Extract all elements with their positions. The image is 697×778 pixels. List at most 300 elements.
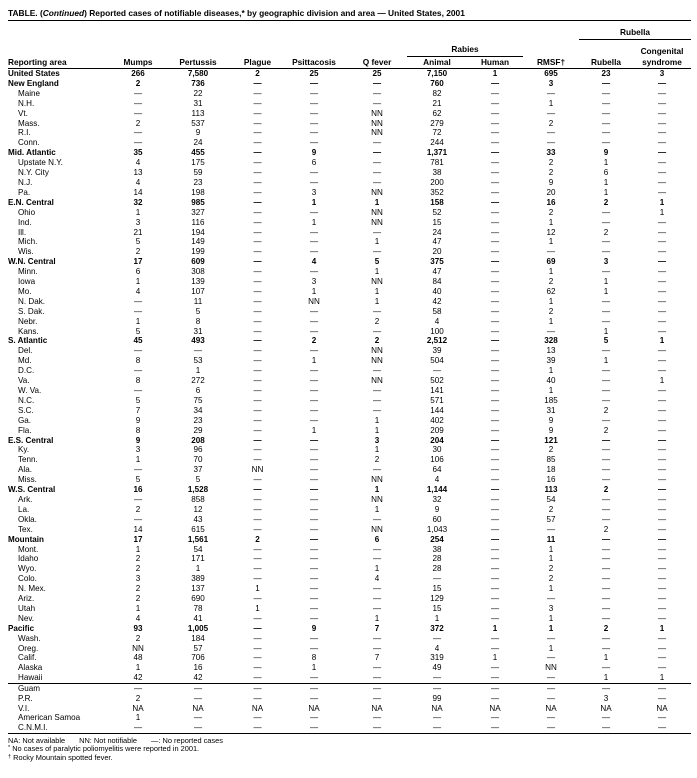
value-cell: 3 bbox=[135, 217, 141, 227]
value-cell: — bbox=[601, 633, 611, 643]
header-mumps: Mumps bbox=[114, 56, 162, 69]
value-cell: 1 bbox=[195, 564, 201, 574]
value-cell: — bbox=[657, 346, 667, 356]
value-cell: — bbox=[372, 306, 382, 316]
value-cell: 113 bbox=[191, 108, 205, 118]
table-row-calif bbox=[8, 653, 691, 663]
value-cell: 1 bbox=[374, 485, 380, 495]
table-title bbox=[8, 7, 691, 20]
value-cell: — bbox=[372, 663, 382, 673]
value-cell: — bbox=[253, 643, 262, 653]
value-cell: 16 bbox=[133, 485, 143, 495]
header-rubella: Rubella bbox=[579, 56, 633, 69]
value-cell: — bbox=[309, 267, 319, 277]
value-cell: 1 bbox=[135, 455, 141, 465]
value-cell: 1 bbox=[374, 445, 380, 455]
value-cell: NA bbox=[600, 703, 612, 713]
value-cell: NA bbox=[308, 703, 320, 713]
reporting-area-cell: Va. bbox=[18, 376, 30, 386]
value-cell: — bbox=[133, 296, 143, 306]
value-cell: — bbox=[309, 613, 319, 623]
value-cell: — bbox=[253, 346, 262, 356]
value-cell: — bbox=[467, 684, 523, 694]
value-cell: NN bbox=[132, 643, 144, 653]
value-cell: 85 bbox=[546, 455, 556, 465]
value-cell: 5 bbox=[135, 395, 141, 405]
value-cell: 31 bbox=[193, 326, 203, 336]
value-cell: — bbox=[253, 108, 262, 118]
value-cell: — bbox=[546, 138, 556, 148]
value-cell: — bbox=[309, 78, 319, 88]
value-cell: 4 bbox=[135, 158, 141, 168]
value-cell: — bbox=[579, 723, 633, 733]
header-rmsf: RMSF† bbox=[523, 56, 579, 69]
value-cell: — bbox=[372, 465, 382, 475]
value-cell: 49 bbox=[432, 663, 442, 673]
value-cell: — bbox=[490, 187, 500, 197]
reporting-area-cell: Mid. Atlantic bbox=[8, 148, 56, 158]
value-cell: — bbox=[601, 584, 611, 594]
reporting-area-cell: Ohio bbox=[18, 207, 36, 217]
value-cell: — bbox=[657, 168, 667, 178]
value-cell: 375 bbox=[430, 257, 444, 267]
value-cell: 1 bbox=[374, 286, 380, 296]
reporting-area-cell: Kans. bbox=[18, 326, 39, 336]
value-cell: — bbox=[253, 247, 262, 257]
value-cell: — bbox=[133, 465, 143, 475]
value-cell: 15 bbox=[432, 217, 442, 227]
reporting-area-cell: Vt. bbox=[18, 108, 28, 118]
value-cell: 1,005 bbox=[187, 623, 209, 633]
value-cell: — bbox=[309, 514, 319, 524]
value-cell: — bbox=[601, 316, 611, 326]
value-cell: — bbox=[253, 485, 262, 495]
value-cell: — bbox=[546, 326, 556, 336]
value-cell: — bbox=[490, 158, 500, 168]
table-row-okla bbox=[8, 515, 691, 525]
value-cell: — bbox=[309, 455, 319, 465]
value-cell: — bbox=[490, 128, 500, 138]
reporting-area-cell: S.C. bbox=[18, 405, 34, 415]
value-cell: 13 bbox=[133, 168, 143, 178]
value-cell: — bbox=[657, 713, 667, 723]
value-cell: — bbox=[253, 653, 262, 663]
header-group-rubella: Rubella bbox=[579, 21, 691, 40]
value-cell: — bbox=[309, 138, 319, 148]
value-cell: 1,528 bbox=[187, 485, 209, 495]
value-cell: — bbox=[309, 128, 319, 138]
value-cell: — bbox=[657, 485, 667, 495]
reporting-area-cell: Md. bbox=[18, 356, 32, 366]
value-cell: 64 bbox=[432, 465, 442, 475]
value-cell: 5 bbox=[603, 336, 609, 346]
value-cell: — bbox=[657, 88, 667, 98]
value-cell: 39 bbox=[432, 346, 442, 356]
value-cell: — bbox=[281, 723, 347, 733]
value-cell: 389 bbox=[191, 574, 205, 584]
value-cell: 2 bbox=[135, 594, 141, 604]
value-cell: — bbox=[633, 684, 691, 694]
value-cell: 2 bbox=[374, 336, 380, 346]
reporting-area-cell: E.N. Central bbox=[8, 197, 54, 207]
value-cell: — bbox=[490, 168, 500, 178]
reporting-area-cell: Ill. bbox=[18, 227, 27, 237]
value-cell: — bbox=[490, 88, 500, 98]
value-cell: — bbox=[657, 594, 667, 604]
value-cell: — bbox=[657, 524, 667, 534]
value-cell: — bbox=[309, 673, 319, 683]
value-cell: — bbox=[601, 445, 611, 455]
value-cell: — bbox=[372, 98, 382, 108]
footnote-star: No cases of paralytic poliomyelitis were reported in 2001. bbox=[12, 744, 200, 754]
reporting-area-cell: Del. bbox=[18, 346, 33, 356]
value-cell: 1 bbox=[311, 197, 317, 207]
value-cell: 28 bbox=[432, 564, 442, 574]
footnote-dagger-mark: † bbox=[8, 753, 12, 760]
value-cell: 1 bbox=[195, 366, 201, 376]
reporting-area-cell: Mo. bbox=[18, 286, 32, 296]
value-cell: — bbox=[309, 574, 319, 584]
value-cell: — bbox=[309, 405, 319, 415]
value-cell: 319 bbox=[430, 653, 444, 663]
value-cell: 200 bbox=[430, 177, 444, 187]
value-cell: — bbox=[253, 504, 262, 514]
value-cell: — bbox=[253, 197, 262, 207]
value-cell: 736 bbox=[191, 78, 205, 88]
table-row-ill bbox=[8, 228, 691, 238]
reporting-area-cell: Ala. bbox=[18, 465, 32, 475]
value-cell: — bbox=[490, 435, 500, 445]
value-cell: — bbox=[234, 723, 281, 733]
value-cell: 1 bbox=[548, 267, 554, 277]
value-cell: — bbox=[372, 633, 382, 643]
value-cell: — bbox=[309, 247, 319, 257]
value-cell: — bbox=[657, 128, 667, 138]
value-cell: 78 bbox=[193, 603, 203, 613]
value-cell: 1 bbox=[548, 237, 554, 247]
value-cell: 37 bbox=[193, 465, 203, 475]
value-cell: — bbox=[162, 684, 234, 694]
value-cell: 1,043 bbox=[426, 524, 448, 534]
value-cell: — bbox=[309, 603, 319, 613]
value-cell: — bbox=[490, 465, 500, 475]
reporting-area-cell: C.N.M.I. bbox=[8, 723, 114, 733]
value-cell: — bbox=[601, 237, 611, 247]
value-cell: 2 bbox=[603, 405, 609, 415]
value-cell: 72 bbox=[432, 128, 442, 138]
value-cell: — bbox=[601, 643, 611, 653]
value-cell: 1 bbox=[492, 623, 498, 633]
header-rabies-animal: Animal bbox=[407, 56, 467, 69]
table-row-tenn bbox=[8, 455, 691, 465]
value-cell: — bbox=[253, 415, 262, 425]
value-cell: 9 bbox=[311, 623, 317, 633]
value-cell: — bbox=[657, 277, 667, 287]
value-cell: 4 bbox=[135, 286, 141, 296]
table-row-mid-atlantic bbox=[8, 148, 691, 158]
table-row-ky bbox=[8, 445, 691, 455]
value-cell: — bbox=[309, 118, 319, 128]
table-row-va bbox=[8, 376, 691, 386]
value-cell: 6 bbox=[311, 158, 317, 168]
table-row-wash bbox=[8, 634, 691, 644]
notifiable-diseases-table bbox=[8, 20, 691, 734]
value-cell: — bbox=[253, 277, 262, 287]
reporting-area-cell: Mont. bbox=[18, 544, 39, 554]
value-cell: — bbox=[546, 633, 556, 643]
value-cell: 6 bbox=[135, 267, 141, 277]
value-cell: — bbox=[490, 455, 500, 465]
value-cell: — bbox=[407, 684, 467, 694]
value-cell: 504 bbox=[430, 356, 444, 366]
value-cell: — bbox=[253, 554, 262, 564]
header-group-rabies: Rabies bbox=[407, 39, 523, 56]
value-cell: 1 bbox=[311, 286, 317, 296]
value-cell: — bbox=[432, 713, 442, 723]
value-cell: — bbox=[657, 98, 667, 108]
value-cell: 100 bbox=[430, 326, 444, 336]
value-cell: 1 bbox=[548, 316, 554, 326]
table-row-w-n-central bbox=[8, 257, 691, 267]
table-row-colo bbox=[8, 574, 691, 584]
reporting-area-cell: Mich. bbox=[18, 237, 38, 247]
value-cell: — bbox=[490, 564, 500, 574]
value-cell: 1 bbox=[548, 613, 554, 623]
value-cell: 9 bbox=[548, 177, 554, 187]
value-cell: 5 bbox=[195, 306, 201, 316]
table-row-ohio bbox=[8, 208, 691, 218]
table-row-s-dak bbox=[8, 307, 691, 317]
value-cell: 57 bbox=[546, 514, 556, 524]
value-cell: — bbox=[657, 663, 667, 673]
value-cell: — bbox=[546, 108, 556, 118]
value-cell: — bbox=[633, 723, 691, 733]
value-cell: 2 bbox=[603, 485, 609, 495]
value-cell: — bbox=[490, 713, 500, 723]
value-cell: 308 bbox=[191, 267, 205, 277]
footnotes bbox=[8, 737, 691, 763]
reporting-area-cell: Idaho bbox=[18, 554, 39, 564]
reporting-area-cell: Utah bbox=[18, 603, 36, 613]
value-cell: 2 bbox=[135, 633, 141, 643]
table-row-la bbox=[8, 505, 691, 515]
reporting-area-cell: N.H. bbox=[18, 98, 35, 108]
value-cell: 609 bbox=[191, 257, 205, 267]
value-cell: — bbox=[253, 386, 262, 395]
reporting-area-cell: V.I. bbox=[18, 703, 30, 713]
value-cell: 7 bbox=[374, 653, 380, 663]
value-cell: — bbox=[347, 723, 407, 733]
value-cell: 1 bbox=[603, 653, 609, 663]
value-cell: 2 bbox=[548, 445, 554, 455]
header-pertussis: Pertussis bbox=[162, 56, 234, 69]
value-cell: — bbox=[372, 78, 382, 88]
value-cell: 14 bbox=[133, 524, 143, 534]
value-cell: — bbox=[490, 267, 500, 277]
value-cell: — bbox=[657, 613, 667, 623]
table-row-utah bbox=[8, 604, 691, 614]
value-cell: 34 bbox=[193, 405, 203, 415]
value-cell: — bbox=[253, 623, 262, 633]
value-cell: 3 bbox=[603, 257, 609, 267]
value-cell: — bbox=[657, 296, 667, 306]
value-cell: 2 bbox=[374, 455, 380, 465]
value-cell: 6 bbox=[195, 386, 201, 395]
value-cell: NN bbox=[371, 494, 383, 504]
value-cell: NA bbox=[545, 703, 557, 713]
value-cell: — bbox=[309, 564, 319, 574]
value-cell: 42 bbox=[133, 673, 143, 683]
value-cell: — bbox=[309, 366, 319, 376]
value-cell: NN bbox=[371, 187, 383, 197]
value-cell: 1 bbox=[255, 603, 260, 613]
value-cell: 47 bbox=[432, 267, 442, 277]
table-row-nev bbox=[8, 614, 691, 624]
title-continued: Continued bbox=[42, 8, 85, 18]
value-cell: — bbox=[114, 723, 162, 733]
value-cell: — bbox=[490, 207, 500, 217]
value-cell: — bbox=[133, 108, 143, 118]
value-cell: 4 bbox=[135, 613, 141, 623]
value-cell: 2 bbox=[603, 425, 609, 435]
value-cell: — bbox=[490, 257, 500, 267]
value-cell: 9 bbox=[195, 128, 201, 138]
value-cell: 571 bbox=[430, 395, 444, 405]
value-cell: 16 bbox=[546, 475, 556, 485]
value-cell: 31 bbox=[193, 98, 203, 108]
value-cell: — bbox=[253, 494, 262, 504]
value-cell: — bbox=[657, 584, 667, 594]
table-row-r-i bbox=[8, 128, 691, 138]
value-cell: 1 bbox=[548, 554, 554, 564]
value-cell: 537 bbox=[191, 118, 205, 128]
reporting-area-cell: Mountain bbox=[8, 534, 44, 544]
value-cell: 39 bbox=[546, 356, 556, 366]
value-cell: — bbox=[253, 673, 262, 683]
value-cell: — bbox=[467, 723, 523, 733]
value-cell: 1 bbox=[548, 296, 554, 306]
value-cell: — bbox=[309, 465, 319, 475]
value-cell: 706 bbox=[191, 653, 205, 663]
value-cell: 4 bbox=[311, 257, 317, 267]
reporting-area-cell: N.C. bbox=[18, 395, 35, 405]
value-cell: 3 bbox=[135, 574, 141, 584]
value-cell: — bbox=[253, 257, 262, 267]
table-row-oreg bbox=[8, 644, 691, 654]
value-cell: 2 bbox=[603, 623, 609, 633]
value-cell: — bbox=[657, 187, 667, 197]
value-cell: — bbox=[490, 356, 500, 366]
table-row-mich bbox=[8, 237, 691, 247]
value-cell: — bbox=[372, 643, 382, 653]
value-cell: 2 bbox=[603, 227, 609, 237]
value-cell: — bbox=[372, 326, 382, 336]
table-row-miss bbox=[8, 475, 691, 485]
value-cell: 15 bbox=[432, 603, 442, 613]
value-cell: 372 bbox=[430, 623, 444, 633]
value-cell: — bbox=[253, 237, 262, 247]
reporting-area-cell: Fla. bbox=[18, 425, 32, 435]
value-cell: — bbox=[133, 514, 143, 524]
value-cell: — bbox=[253, 78, 262, 88]
value-cell: 254 bbox=[430, 534, 444, 544]
value-cell: 352 bbox=[430, 187, 444, 197]
value-cell: — bbox=[490, 494, 500, 504]
value-cell: — bbox=[253, 524, 262, 534]
value-cell: 2 bbox=[135, 564, 141, 574]
value-cell: — bbox=[657, 395, 667, 405]
value-cell: 1 bbox=[548, 98, 554, 108]
value-cell: — bbox=[490, 296, 500, 306]
value-cell: — bbox=[601, 475, 611, 485]
value-cell: — bbox=[490, 78, 500, 88]
value-cell: — bbox=[490, 316, 500, 326]
value-cell: — bbox=[193, 713, 203, 723]
value-cell: — bbox=[657, 653, 667, 663]
header-congenital-line1: Congenital bbox=[640, 45, 684, 56]
value-cell: — bbox=[601, 663, 611, 673]
reporting-area-cell: E.S. Central bbox=[8, 435, 54, 445]
value-cell: — bbox=[490, 475, 500, 485]
value-cell: — bbox=[601, 504, 611, 514]
reporting-area-cell: American Samoa bbox=[18, 713, 81, 723]
value-cell: 1 bbox=[374, 296, 380, 306]
value-cell: 1 bbox=[659, 623, 665, 633]
value-cell: 9 bbox=[548, 415, 554, 425]
value-cell: — bbox=[490, 544, 500, 554]
value-cell: — bbox=[309, 445, 319, 455]
value-cell: 279 bbox=[430, 118, 444, 128]
value-cell: 2 bbox=[135, 118, 141, 128]
value-cell: 116 bbox=[191, 217, 205, 227]
value-cell: — bbox=[601, 88, 611, 98]
value-cell: 204 bbox=[430, 435, 444, 445]
value-cell: — bbox=[490, 643, 500, 653]
value-cell: — bbox=[253, 187, 262, 197]
value-cell: — bbox=[657, 445, 667, 455]
value-cell: — bbox=[309, 168, 319, 178]
footnote-dagger: Rocky Mountain spotted fever. bbox=[13, 752, 113, 762]
value-cell: 1 bbox=[548, 643, 554, 653]
value-cell: — bbox=[490, 554, 500, 564]
value-cell: — bbox=[253, 455, 262, 465]
value-cell: 1 bbox=[311, 217, 317, 227]
reporting-area-cell: Wis. bbox=[18, 247, 34, 257]
value-cell: 69 bbox=[546, 257, 556, 267]
value-cell: — bbox=[490, 613, 500, 623]
value-cell: — bbox=[601, 346, 611, 356]
value-cell: — bbox=[133, 128, 143, 138]
reporting-area-cell: Ind. bbox=[18, 217, 32, 227]
value-cell: 4 bbox=[135, 177, 141, 187]
value-cell: — bbox=[657, 108, 667, 118]
value-cell: NN bbox=[371, 277, 383, 287]
territories-body bbox=[8, 684, 691, 734]
value-cell: 1 bbox=[434, 613, 440, 623]
value-cell: — bbox=[546, 88, 556, 98]
value-cell: NN bbox=[371, 207, 383, 217]
value-cell: — bbox=[490, 306, 500, 316]
value-cell: — bbox=[253, 177, 262, 187]
value-cell: NA bbox=[371, 703, 383, 713]
value-cell: — bbox=[309, 504, 319, 514]
value-cell: — bbox=[253, 326, 262, 336]
value-cell: 23 bbox=[193, 177, 203, 187]
value-cell: 1 bbox=[659, 207, 665, 217]
value-cell: — bbox=[601, 544, 611, 554]
table-row-p-r bbox=[8, 694, 691, 704]
value-cell: — bbox=[309, 713, 319, 723]
